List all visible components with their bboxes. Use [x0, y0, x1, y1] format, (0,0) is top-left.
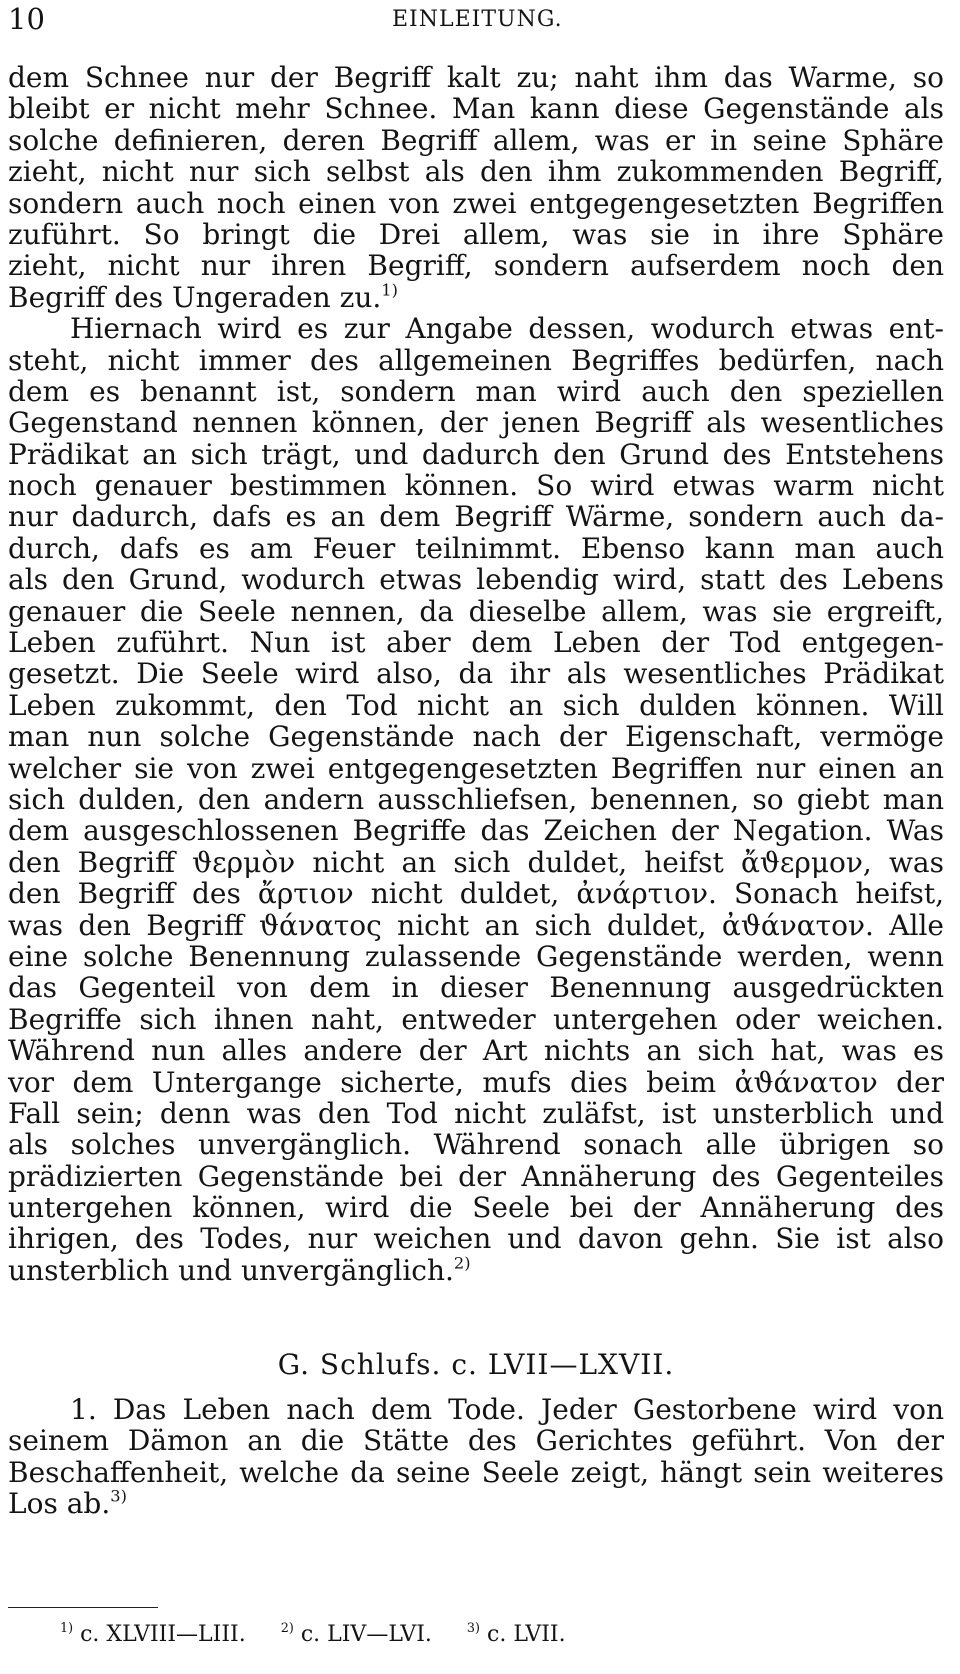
text-line: ihrigen, des Todes, nur weichen und davon gehn. Sie ist also [8, 1222, 944, 1256]
text-line: den Begriff des ἄρτιον nicht duldet, ἀνάρτιον. Sonach heifst, [8, 877, 944, 911]
text-line: was den Begriff ϑάνατος nicht an sich duldet, ἀϑάνατον. Alle [8, 908, 944, 942]
text-line: dem ausgeschlossenen Begriffe das Zeichen der Negation. Was [8, 814, 944, 848]
page-header [8, 0, 944, 50]
footnote-ref: 1) [381, 280, 398, 300]
text-line: Leben zukommt, den Tod nicht an sich dulden können. Will [8, 688, 944, 722]
footnote-marker: 1) [60, 1621, 74, 1637]
footnote [60, 1622, 246, 1647]
footnote-marker: 3) [466, 1621, 481, 1637]
text-line: Gegenstand nennen können, der jenen Begriff als wesentliches [8, 406, 944, 440]
book-page [8, 0, 944, 1647]
text-line: vor dem Untergange sicherte, mufs dies beim ἀϑάνατον der [8, 1065, 944, 1099]
text-line: man nun solche Gegenstände nach der Eigenschaft, vermöge [8, 720, 944, 754]
text-line: seinem Dämon an die Stätte des Gerichtes geführt. Von der [8, 1424, 944, 1458]
page-number: 10 [8, 2, 45, 36]
text-line [8, 1488, 944, 1519]
text-line: nur dadurch, dafs es an dem Begriff Wärme, sondern auch da- [8, 500, 944, 534]
text-line [8, 282, 944, 313]
footnote [467, 1622, 566, 1647]
paragraph-2 [8, 313, 944, 1286]
footnote-marker-number: 2 [280, 1621, 289, 1637]
footnote-marker-number: 1 [60, 1621, 69, 1637]
text-line: Während nun alles andere der Art nichts an sich hat, was es [8, 1034, 944, 1068]
text-line: eine solche Benennung zulassende Gegenstände werden, wenn [8, 939, 944, 973]
footnote-text: c. LIV—LVI. [300, 1622, 432, 1647]
section-heading: G. Schlufs. c. LVII—LXVII. [277, 1348, 675, 1381]
text-line: steht, nicht immer des allgemeinen Begriffes bedürfen, nach [8, 343, 944, 377]
text-line: noch genauer bestimmen können. So wird etwas warm nicht [8, 469, 944, 503]
text-line: bleibt er nicht mehr Schnee. Man kann diese Gegenstände als [8, 92, 944, 126]
text-line: solche definieren, deren Begriff allem, was er in seine Sphäre [8, 123, 944, 157]
text-line: zieht, nicht nur sich selbst als den ihm zukommenden Begriff, [8, 155, 944, 189]
text-line: den Begriff ϑερμὸν nicht an sich duldet, heifst ἄϑερμον, was [8, 845, 944, 879]
text-line-content: Los ab. [8, 1487, 111, 1521]
text-line [8, 1255, 944, 1286]
text-line: Fall sein; denn was den Tod nicht zuläfst, ist unsterblich und [8, 1096, 944, 1130]
footnote [281, 1622, 432, 1647]
footnote-text: c. LVII. [487, 1622, 566, 1647]
text-line-content: Begriff des Ungeraden zu. [8, 280, 382, 314]
text-line: Prädikat an sich trägt, und dadurch den Grund des Entstehens [8, 437, 944, 471]
section-paragraph [8, 1394, 944, 1520]
footnote-ref: 2) [453, 1253, 471, 1273]
text-line: durch, dafs es am Feuer teilnimmt. Ebenso kann man auch [8, 531, 944, 565]
text-line: dem Schnee nur der Begriff kalt zu; naht ihm das Warme, so [8, 61, 944, 94]
text-line: als solches unvergänglich. Während sonach alle übrigen so [8, 1128, 944, 1162]
text-line: Leben zuführt. Nun ist aber dem Leben der Tod entgegen- [8, 626, 944, 660]
footnote-marker: 2) [280, 1621, 294, 1637]
text-line: zieht, nicht nur ihren Begriff, sondern aufserdem noch den [8, 249, 944, 283]
text-line: genauer die Seele nennen, da dieselbe allem, was sie ergreift, [8, 594, 944, 628]
footnote-ref-number: 1 [381, 280, 392, 300]
text-line: sich dulden, den andern ausschliefsen, benennen, so giebt man [8, 782, 944, 816]
footnote-ref-number: 2 [453, 1253, 465, 1273]
text-line: untergehen können, wird die Seele bei der Annäherung des [8, 1191, 944, 1225]
text-line: prädizierten Gegenstände bei der Annäherung des Gegenteiles [8, 1159, 944, 1193]
footnotes [60, 1620, 594, 1650]
running-title: EINLEITUNG. [392, 7, 563, 32]
text-line: Begriffe sich ihnen naht, entweder untergehen oder weichen. [8, 1002, 944, 1036]
text-line: welcher sie von zwei entgegengesetzten Begriffen nur einen an [8, 751, 944, 785]
text-line: Beschaffenheit, welche da seine Seele zeigt, hängt sein weiteres [8, 1455, 944, 1489]
text-line: 1. Das Leben nach dem Tode. Jeder Gestorbene wird von [70, 1393, 944, 1426]
footnote-text: c. XLVIII—LIII. [80, 1622, 246, 1647]
text-line: zuführt. So bringt die Drei allem, was sie in ihre Sphäre [8, 217, 944, 251]
main-text [8, 62, 944, 1286]
footnote-ref-number: 3 [110, 1486, 121, 1506]
footnote-divider [8, 1607, 158, 1608]
text-line: als den Grund, wodurch etwas lebendig wird, statt des Lebens [8, 563, 944, 597]
paragraph-1 [8, 62, 944, 313]
text-line: sondern auch noch einen von zwei entgegengesetzten Begriffen [8, 186, 944, 220]
text-line: gesetzt. Die Seele wird also, da ihr als wesentliches Prädikat [8, 657, 944, 691]
text-line: dem es benannt ist, sondern man wird auch den speziellen [8, 374, 944, 408]
text-line: Hiernach wird es zur Angabe dessen, wodurch etwas ent- [70, 312, 944, 346]
footnote-ref: 3) [110, 1486, 127, 1506]
text-line: das Gegenteil von dem in dieser Benennung ausgedrückten [8, 971, 944, 1005]
footnote-marker-number: 3 [466, 1621, 476, 1637]
text-line-content: unsterblich und unvergänglich. [8, 1253, 454, 1287]
